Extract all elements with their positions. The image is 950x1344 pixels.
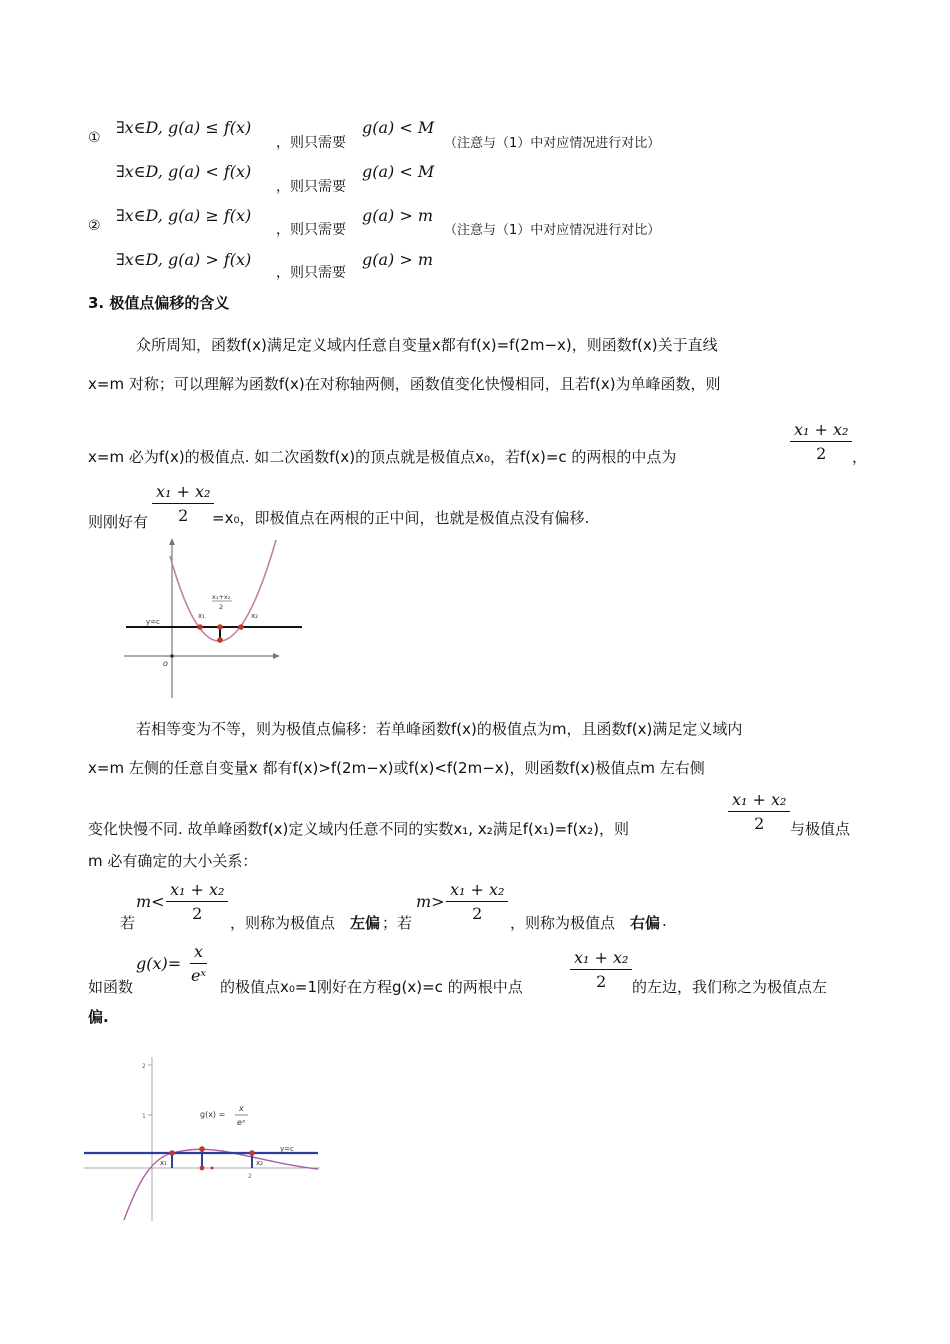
label-mid-den: 2	[219, 603, 224, 611]
comma: ，	[852, 448, 868, 466]
p3-mid1: ，则称为极值点	[230, 914, 336, 932]
p4-a: 如函数	[88, 978, 134, 996]
fraction-left	[166, 880, 228, 923]
fraction-midpoint-3	[728, 790, 790, 833]
fraction-g-num: x	[194, 942, 204, 961]
formula-row4: ∃x∈D, g(a) > f(x)	[116, 250, 252, 269]
fraction-den: 2	[192, 904, 203, 923]
note-row1: （注意与（1）中对应情况进行对比）	[444, 136, 661, 151]
fraction-den: 2	[472, 904, 483, 923]
formula-row3: ∃x∈D, g(a) ≥ f(x)	[116, 206, 252, 225]
para2-line2: x=m 左侧的任意自变量x 都有f(x)>f(2m−x)或f(x)<f(2m−x)，则函数f(x)极值点m 左右侧	[88, 759, 705, 777]
point-mid	[217, 624, 223, 630]
label-func: g(x) =	[200, 1110, 226, 1119]
origin-dot	[170, 654, 174, 658]
p3-end: .	[662, 912, 667, 930]
para2-line1: 若相等变为不等，则为极值点偏移：若单峰函数f(x)的极值点为m，且函数f(x)满足定义域内	[136, 720, 743, 738]
para1-line4a: 则刚好有	[88, 513, 149, 531]
text-row4-mid: ，则只需要	[276, 265, 346, 281]
formula-row1: ∃x∈D, g(a) ≤ f(x)	[116, 118, 252, 137]
fraction-midpoint-4	[570, 948, 632, 991]
fraction-den: 2	[754, 814, 765, 833]
marker-1: ①	[88, 130, 101, 146]
formula-row2-result: g(a) < M	[362, 162, 435, 181]
fraction-num: x₁ + x₂	[450, 880, 505, 899]
para1-line2: x=m 对称；可以理解为函数f(x)在对称轴两侧，函数值变化快慢相同，且若f(x)为单峰函数，则	[88, 375, 721, 393]
para1-line1: 众所周知，函数f(x)满足定义域内任意自变量x都有f(x)=f(2m−x)，则函数f(x)关于直线	[136, 336, 718, 354]
fraction-g-den: eˣ	[190, 966, 207, 985]
p3-mid2: ；若	[382, 914, 413, 932]
tick-2: 2	[142, 1063, 146, 1070]
marker-2: ②	[88, 218, 101, 234]
fraction-g	[190, 942, 207, 985]
fraction-den: 2	[178, 506, 189, 525]
fraction-num: x₁ + x₂	[574, 948, 629, 967]
parabola-curve	[170, 540, 276, 641]
text-row3-mid: ，则只需要	[276, 222, 346, 238]
formula-row4-result: g(a) > m	[362, 250, 434, 269]
point-x0	[200, 1166, 205, 1171]
p3-m-gt: m>	[416, 892, 445, 911]
formula-row2: ∃x∈D, g(a) < f(x)	[116, 162, 252, 181]
gx-curve	[124, 1149, 318, 1220]
label-mid-num: x₁+x₂	[212, 593, 231, 601]
tick-1: 1	[142, 1113, 146, 1120]
label-x1: x₁	[198, 612, 205, 620]
parabola-figure	[120, 538, 310, 700]
point-vertex	[199, 1146, 205, 1152]
label-x2: x₂	[256, 1159, 263, 1167]
formula-row3-result: g(a) > m	[362, 206, 434, 225]
label-y-c: y=c	[280, 1145, 294, 1153]
p3-mid3: ，则称为极值点	[510, 914, 616, 932]
fraction-num: x₁ + x₂	[170, 880, 225, 899]
fraction-num: x₁ + x₂	[794, 420, 849, 439]
label-func-den: eˣ	[237, 1118, 246, 1127]
p4-d: 偏.	[88, 1008, 109, 1026]
point-x1	[197, 624, 203, 630]
formula-row1-result: g(a) < M	[362, 118, 435, 137]
label-func-num: x	[239, 1104, 244, 1113]
fraction-right	[446, 880, 508, 923]
p4-g-lhs: g(x)=	[136, 954, 182, 973]
gx-figure	[82, 1055, 322, 1223]
point-x1	[169, 1150, 175, 1156]
label-x1: x₁	[160, 1159, 167, 1167]
para2-line3-end: 与极值点	[790, 820, 851, 838]
para1-line3: x=m 必为f(x)的极值点. 如二次函数f(x)的顶点就是极值点x₀，若f(x)=c 的两根的中点为	[88, 448, 677, 466]
p3-m-lt: m<	[136, 892, 165, 911]
fraction-midpoint-1	[790, 420, 852, 463]
fraction-midpoint-2	[152, 482, 214, 525]
label-origin: o	[163, 659, 168, 668]
note-row3: （注意与（1）中对应情况进行对比）	[444, 223, 661, 238]
label-y-c: y=c	[146, 618, 160, 626]
fraction-den: 2	[816, 444, 827, 463]
para2-line4: m 必有确定的大小关系：	[88, 852, 258, 870]
text-row1-mid: ，则只需要	[276, 135, 346, 151]
text-row2-mid: ，则只需要	[276, 179, 346, 195]
x-axis-arrow	[273, 653, 280, 659]
point-x2	[238, 624, 244, 630]
y-axis-arrow	[169, 538, 175, 545]
fraction-den: 2	[596, 972, 607, 991]
p3-left: 左偏	[350, 914, 381, 932]
para2-line3: 变化快慢不同. 故单峰函数f(x)定义域内任意不同的实数x₁, x₂满足f(x₁)=f(x₂)，则	[88, 820, 630, 838]
section-heading: 3. 极值点偏移的含义	[88, 294, 230, 312]
para1-line4b: =x₀，即极值点在两根的正中间，也就是极值点没有偏移.	[212, 509, 590, 527]
p3-ruo: 若	[120, 914, 136, 932]
p4-c: 的左边，我们称之为极值点左	[632, 978, 828, 996]
point-mid	[211, 1167, 214, 1170]
tick-x-2: 2	[248, 1173, 252, 1180]
label-x2: x₂	[251, 612, 258, 620]
fraction-num: x₁ + x₂	[156, 482, 211, 501]
fraction-num: x₁ + x₂	[732, 790, 787, 809]
point-vertex	[217, 637, 223, 643]
p3-right: 右偏	[630, 914, 661, 932]
p4-b: 的极值点x₀=1刚好在方程g(x)=c 的两根中点	[220, 978, 523, 996]
point-x2	[249, 1150, 255, 1156]
